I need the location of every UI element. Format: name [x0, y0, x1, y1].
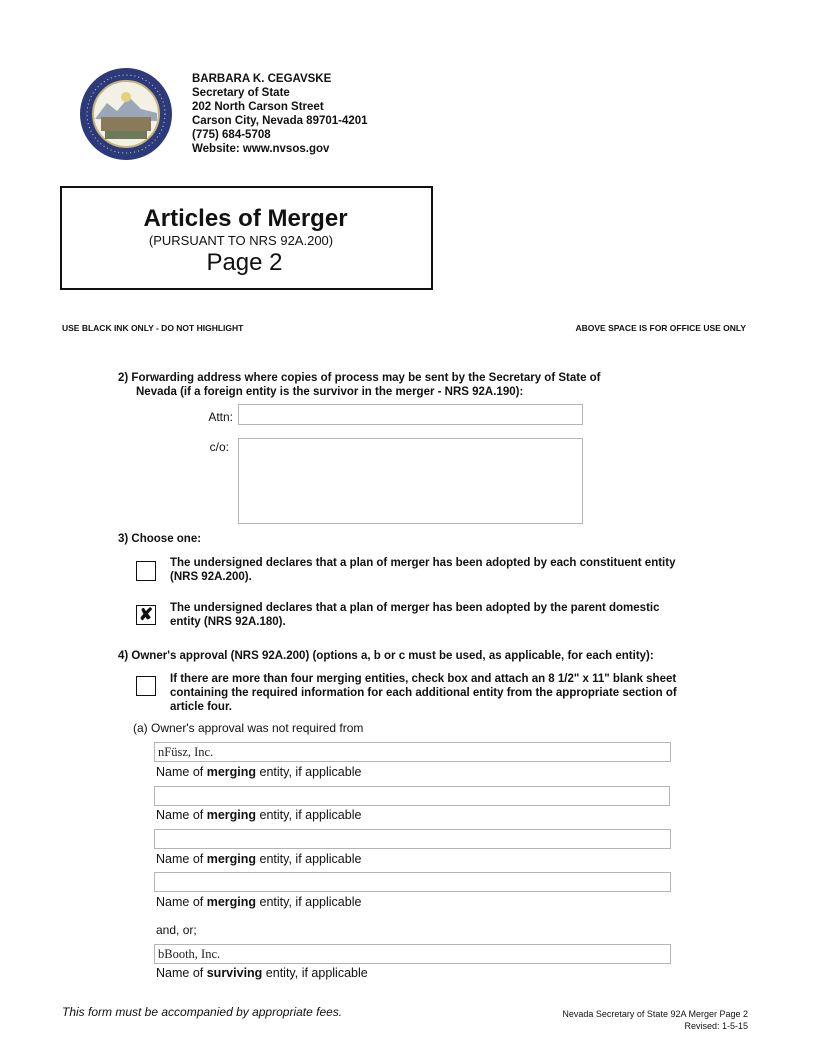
footer-form-name: Nevada Secretary of State 92A Merger Page 2	[562, 1009, 748, 1019]
option-a-heading: (a) Owner's approval was not required from	[133, 721, 364, 735]
secretary-name: BARBARA K. CEGAVSKE	[192, 73, 332, 85]
additional-entities-checkbox[interactable]	[136, 676, 156, 696]
page-number: Page 2	[206, 249, 283, 276]
form-subtitle: (PURSUANT TO NRS 92A.200)	[148, 233, 334, 248]
additional-entities-line1: If there are more than four merging entities, check box and attach an 8 1/2" x 11" blank sheet	[170, 673, 677, 685]
additional-entities-line2: containing the required information for each additional entity from the appropriate section of	[170, 687, 677, 699]
form-title: Articles of Merger	[143, 205, 348, 232]
attn-label: Attn:	[208, 410, 233, 424]
option-constituent-text	[170, 556, 675, 584]
label-prefix: Name of	[156, 852, 204, 866]
and-or-text: and, or;	[156, 923, 197, 937]
street-address: 202 North Carson Street	[192, 101, 324, 113]
label-keyword: merging	[206, 852, 257, 866]
website: Website: www.nvsos.gov	[192, 143, 330, 155]
city-state-zip: Carson City, Nevada 89701-4201	[192, 115, 368, 127]
label-prefix: Name of	[156, 966, 204, 980]
merging-entity-4-label	[156, 895, 361, 909]
ink-instruction: USE BLACK INK ONLY - DO NOT HIGHLIGHT	[62, 323, 244, 333]
phone-number: (775) 684-5708	[192, 129, 271, 141]
label-keyword: merging	[206, 765, 257, 779]
title-box	[60, 186, 433, 290]
co-textarea[interactable]	[238, 438, 583, 524]
label-suffix: entity, if applicable	[259, 765, 362, 779]
label-prefix: Name of	[156, 895, 204, 909]
nevada-state-seal-logo	[79, 67, 173, 161]
merging-entity-2-label	[156, 808, 361, 822]
section-3-heading: 3) Choose one:	[118, 533, 202, 545]
surviving-entity-label	[156, 966, 368, 980]
label-keyword: merging	[206, 895, 257, 909]
agency-address-block	[192, 72, 368, 156]
label-keyword: merging	[206, 808, 257, 822]
label-suffix: entity, if applicable	[259, 852, 362, 866]
co-label: c/o:	[209, 440, 229, 454]
section-2-line2: Nevada (if a foreign entity is the survivor in the merger - NRS 92A.190):	[136, 386, 524, 398]
label-keyword: surviving	[206, 966, 263, 980]
option-parent-checkbox[interactable]	[136, 605, 156, 625]
section-4-heading: 4) Owner's approval (NRS 92A.200) (options a, b or c must be used, as applicable, for each entity):	[118, 650, 654, 662]
option-parent-line2: entity (NRS 92A.180).	[170, 616, 286, 628]
label-prefix: Name of	[156, 808, 204, 822]
merging-entity-2-input[interactable]	[154, 786, 670, 806]
additional-entities-line3: article four.	[170, 701, 232, 713]
fees-note: This form must be accompanied by appropriate fees.	[62, 1005, 343, 1019]
office-use-note: ABOVE SPACE IS FOR OFFICE USE ONLY	[575, 323, 746, 333]
label-suffix: entity, if applicable	[259, 808, 362, 822]
option-parent-text	[170, 601, 660, 629]
option-parent-line1: The undersigned declares that a plan of merger has been adopted by the parent domestic	[170, 602, 660, 614]
label-prefix: Name of	[156, 765, 204, 779]
option-constituent-line1: The undersigned declares that a plan of merger has been adopted by each constituent entity	[170, 557, 676, 569]
merging-entity-3-label	[156, 852, 361, 866]
section-2-line1: 2) Forwarding address where copies of process may be sent by the Secretary of State of	[118, 372, 601, 384]
option-constituent-checkbox[interactable]	[136, 561, 156, 581]
x-check-icon: ✘	[138, 605, 154, 624]
surviving-entity-input[interactable]: bBooth, Inc.	[154, 944, 671, 964]
secretary-title: Secretary of State	[192, 87, 290, 99]
merging-entity-3-input[interactable]	[154, 829, 671, 849]
attn-input[interactable]	[238, 404, 583, 425]
option-constituent-line2: (NRS 92A.200).	[170, 571, 252, 583]
merging-entity-1-input[interactable]: nFüsz, Inc.	[154, 742, 671, 762]
merging-entity-1-label	[156, 765, 361, 779]
label-suffix: entity, if applicable	[259, 895, 362, 909]
merging-entity-4-input[interactable]	[154, 872, 671, 892]
label-suffix: entity, if applicable	[265, 966, 368, 980]
additional-entities-text	[170, 672, 677, 714]
footer-revised-date: Revised: 1-5-15	[684, 1021, 748, 1031]
footer-revision	[562, 1008, 748, 1032]
